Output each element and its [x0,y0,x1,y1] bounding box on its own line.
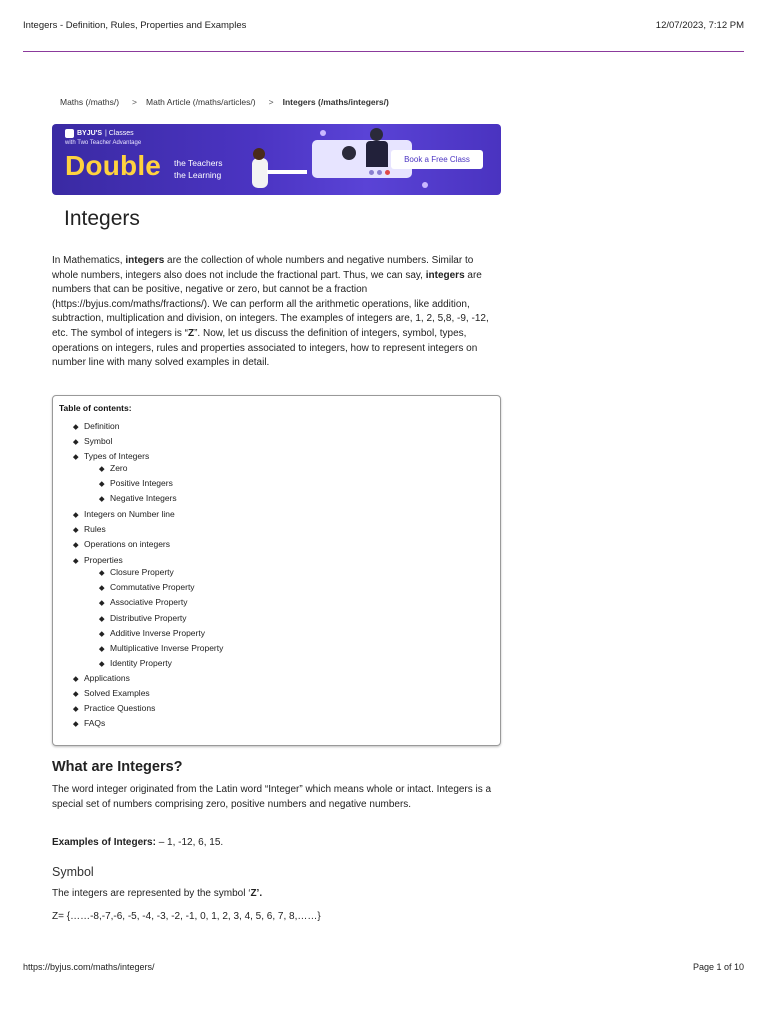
toc-heading: Table of contents: [59,403,132,413]
toc-item-closure[interactable]: Closure Property [110,567,174,577]
toc-item-number-line[interactable]: Integers on Number line [84,509,175,519]
toc-item-multiplicative-inverse[interactable]: Multiplicative Inverse Property [110,643,224,653]
toc-item-commutative[interactable]: Commutative Property [110,582,195,592]
toc-item-rules[interactable]: Rules [84,524,106,534]
symbol-subheading: Symbol [52,865,94,879]
intro-text: In Mathematics, [52,255,126,266]
breadcrumb-link-maths[interactable]: Maths (/maths/) [60,97,120,107]
promo-banner[interactable] [52,124,501,195]
toc-item-types[interactable]: Types of Integers [84,451,150,461]
banner-sub-line-1: the Teachers [174,158,223,168]
banner-illustration-teacher-icon [342,146,356,160]
print-footer-page: Page 1 of 10 [692,962,744,972]
intro-paragraph [52,254,501,371]
symbol-line [52,888,262,899]
banner-brand [65,129,134,138]
toc-item-distributive[interactable]: Distributive Property [110,613,187,623]
banner-headline: Double [65,150,162,181]
toc-item-positive-integers[interactable]: Positive Integers [110,478,173,488]
banner-sub-line-2: the Learning [174,170,222,180]
integer-set-line: Z= {……-8,-7,-6, -5, -4, -3, -2, -1, 0, 1, 2, 3, 4, 5, 6, 7, 8,……} [52,911,321,922]
print-header-title: Integers - Definition, Rules, Properties and Examples [23,20,247,31]
print-header-datetime: 12/07/2023, 7:12 PM [655,20,744,31]
symbol-bold: Z’. [250,888,263,899]
toc-item-faqs[interactable]: FAQs [84,718,106,728]
page-title: Integers [64,207,140,230]
examples-line [52,837,223,848]
banner-illustration-desk [267,170,307,174]
toc-item-applications[interactable]: Applications [84,673,130,683]
banner-sparkle-icon [422,182,428,188]
book-free-class-button[interactable]: Book a Free Class [391,150,483,169]
intro-text: ”. Now, let us discuss the definition of integers, symbol, types, operations on integers, rules and properties associated to integers, how to represent integers on number line with many solved examples in detail. [52,327,478,369]
section-paragraph: The word integer originated from the Latin word “Integer” which means whole or intact. Integers is a special set of numbers comprising zero, positive numbers and negative numbers. [52,784,492,810]
print-footer-url: https://byjus.com/maths/integers/ [23,962,155,972]
banner-illustration-student-icon [252,158,268,188]
toc-item-identity[interactable]: Identity Property [110,658,172,668]
toc-item-practice-questions[interactable]: Practice Questions [84,703,156,713]
toc-item-properties[interactable]: Properties [84,555,123,565]
banner-brand-suffix: | Classes [105,130,134,137]
byjus-logo-icon [65,129,74,138]
banner-call-controls-icon [369,170,390,175]
toc-item-zero[interactable]: Zero [110,463,128,473]
toc-item-operations[interactable]: Operations on integers [84,539,170,549]
toc-item-solved-examples[interactable]: Solved Examples [84,688,150,698]
toc-item-additive-inverse[interactable]: Additive Inverse Property [110,628,205,638]
banner-illustration-teacher2-icon [370,128,383,141]
breadcrumb-link-math-article[interactable]: Math Article (/maths/articles/) [146,97,256,107]
breadcrumb [60,97,389,107]
intro-bold: integers [125,255,165,266]
banner-subtext [174,157,223,181]
intro-bold: Z [187,327,195,339]
banner-brand-name: BYJU'S [77,130,103,137]
toc-item-symbol[interactable]: Symbol [84,436,113,446]
toc-item-definition[interactable]: Definition [84,421,120,431]
breadcrumb-current[interactable]: Integers (/maths/integers/) [282,97,389,107]
banner-sparkle-icon [320,130,326,136]
intro-text: are the collection of whole numbers and negative numbers. Similar to whole numbers, integers also does not include the fractional part. Thus, we can say, [52,255,474,281]
breadcrumb-separator-icon: > [268,97,274,107]
header-divider [23,51,744,52]
intro-text: are numbers that can be positive, negative or zero, but cannot be a fraction (https://byjus.com/maths/fractions/). We can perform all the arithmetic operations, like addition, subtraction, multiplication and division, on integers. The examples of integers are, 1, 2, 5,8, -9, -12, etc. The symbol of integers is “ [52,269,489,339]
examples-value: – 1, -12, 6, 15. [155,837,224,848]
section-heading: What are Integers? [52,759,183,775]
banner-tagline: with Two Teacher Advantage [65,140,142,146]
intro-bold: integers [425,269,465,281]
banner-illustration-student-head [253,148,265,160]
toc-item-associative[interactable]: Associative Property [110,597,188,607]
examples-label: Examples of Integers: [52,837,156,848]
table-of-contents [52,395,501,746]
breadcrumb-separator-icon: > [132,97,138,107]
banner-illustration-teacher-body [366,141,388,167]
toc-item-negative-integers[interactable]: Negative Integers [110,493,177,503]
symbol-text: The integers are represented by the symbol ‘ [52,888,251,899]
